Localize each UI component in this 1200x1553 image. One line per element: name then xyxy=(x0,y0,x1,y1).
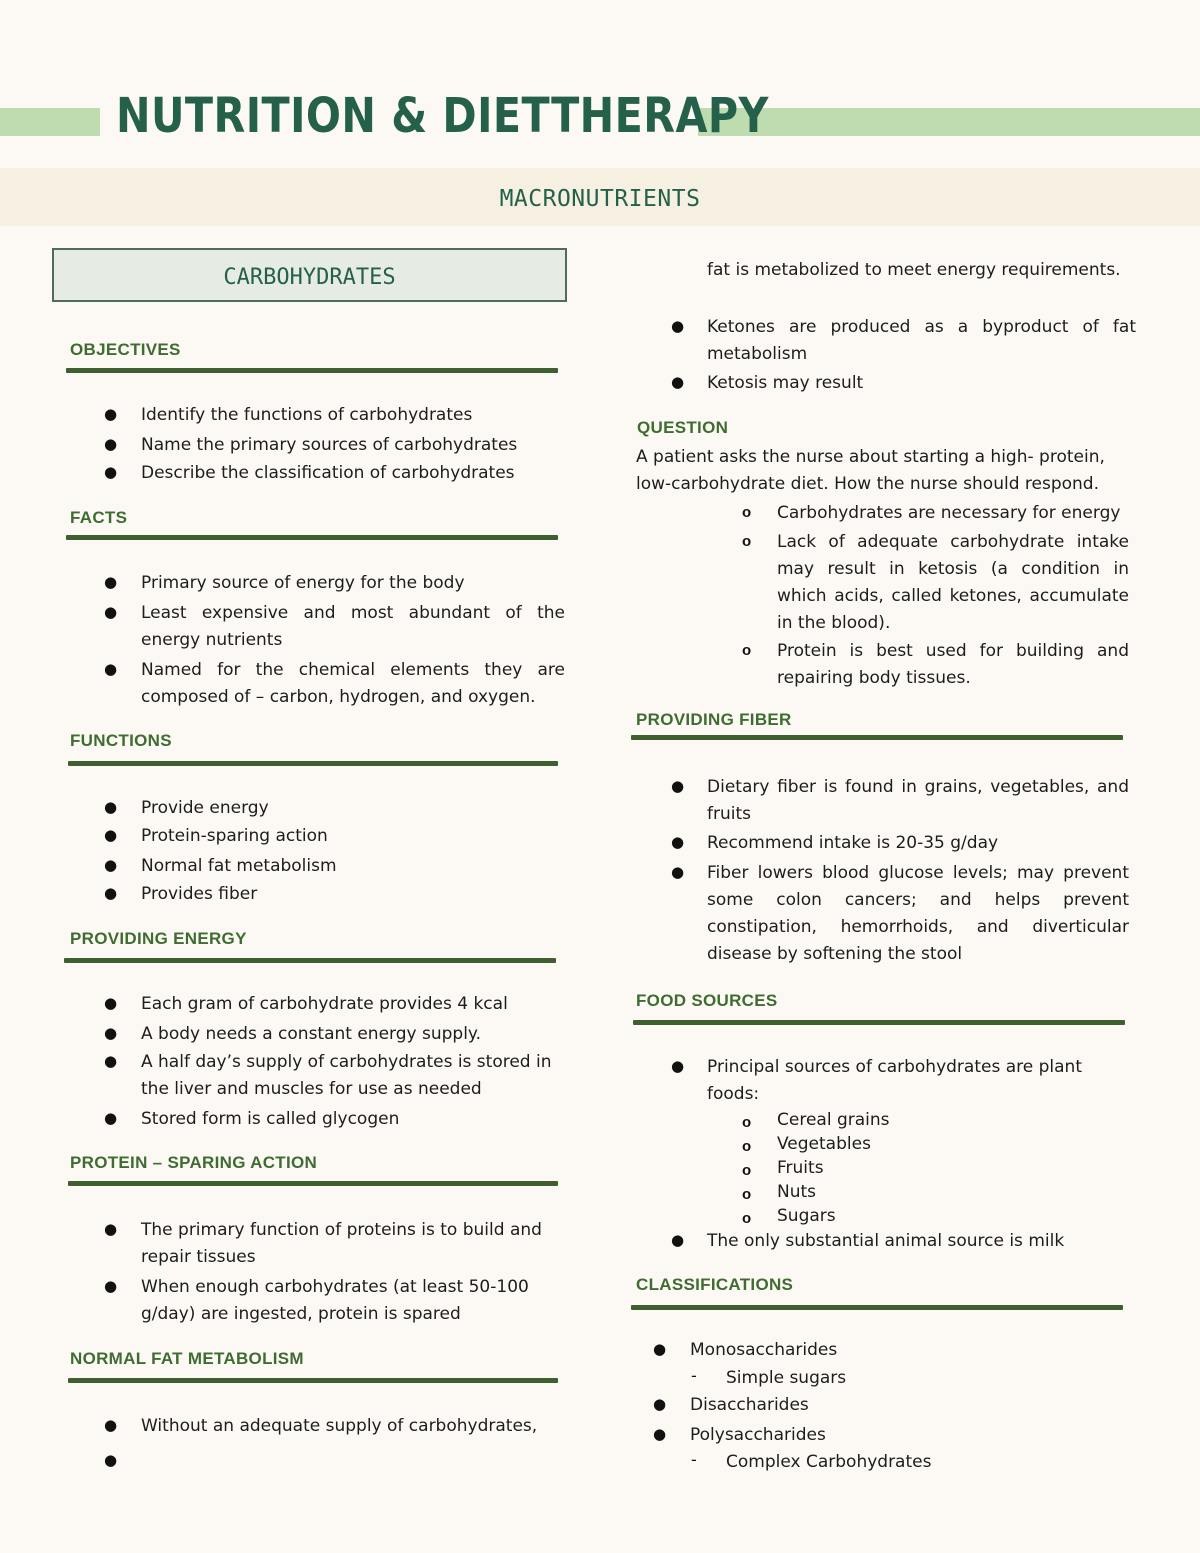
bullet-circle: o xyxy=(742,1162,752,1179)
bullet-dot: ● xyxy=(653,1395,667,1413)
list-item: Without an adequate supply of carbohydrates, xyxy=(141,1416,538,1436)
protein-sparing-heading: PROTEIN – SPARING ACTION xyxy=(70,1153,318,1172)
bullet-dot: ● xyxy=(104,1277,118,1295)
list-item: Monosaccharides xyxy=(690,1340,838,1360)
question-heading: QUESTION xyxy=(637,418,729,437)
classifications-heading: CLASSIFICATIONS xyxy=(636,1275,794,1294)
bullet-dot: ● xyxy=(104,1416,118,1434)
list-item: Normal fat metabolism xyxy=(141,856,337,876)
providing-energy-heading: PROVIDING ENERGY xyxy=(70,929,247,948)
bullet-circle: o xyxy=(742,1138,752,1155)
bullet-dot: ● xyxy=(671,863,685,881)
bullet-dot: ● xyxy=(104,405,118,423)
bullet-circle: o xyxy=(742,504,752,521)
section-divider xyxy=(66,368,558,373)
list-item: Complex Carbohydrates xyxy=(726,1452,932,1472)
list-item: Dietary fiber is found in grains, vegetables, and fruits xyxy=(707,777,1129,824)
section-divider xyxy=(633,1020,1125,1025)
objectives-heading: OBJECTIVES xyxy=(70,340,181,359)
list-item: Provides fiber xyxy=(141,884,258,904)
list-item: Vegetables xyxy=(777,1134,871,1154)
list-item: Name the primary sources of carbohydrates xyxy=(141,435,518,455)
bullet-dot: ● xyxy=(671,777,685,795)
bullet-dot: ● xyxy=(104,1109,118,1127)
section-divider xyxy=(68,761,558,766)
section-divider xyxy=(66,535,558,540)
bullet-dot: ● xyxy=(104,1220,118,1238)
section-title-box xyxy=(52,248,567,302)
list-item: The only substantial animal source is milk xyxy=(707,1231,1065,1251)
food-sources-heading: FOOD SOURCES xyxy=(636,991,778,1010)
bullet-dot: ● xyxy=(671,1231,685,1249)
list-item: Polysaccharides xyxy=(690,1425,826,1445)
list-item: Simple sugars xyxy=(726,1368,847,1388)
bullet-dot: ● xyxy=(104,994,118,1012)
list-item: Provide energy xyxy=(141,798,269,818)
title-decor-right xyxy=(698,108,1200,136)
page-subtitle: MACRONUTRIENTS xyxy=(499,186,701,212)
dash-bullet: - xyxy=(691,1366,697,1385)
list-item: Describe the classification of carbohydrates xyxy=(141,463,515,483)
list-item: A half day’s supply of carbohydrates is stored in the liver and muscles for use as needed xyxy=(141,1052,552,1099)
facts-heading: FACTS xyxy=(70,508,128,527)
list-item: Nuts xyxy=(777,1182,817,1202)
list-item: Each gram of carbohydrate provides 4 kcal xyxy=(141,994,508,1014)
list-item: A body needs a constant energy supply. xyxy=(141,1024,481,1044)
list-item: Protein is best used for building and repairing body tissues. xyxy=(777,641,1129,688)
bullet-dot: ● xyxy=(104,1024,118,1042)
bullet-dot: ● xyxy=(104,660,118,678)
continued-text: fat is metabolized to meet energy requirements. xyxy=(707,260,1121,280)
bullet-circle: o xyxy=(742,1114,752,1131)
list-item: Carbohydrates are necessary for energy xyxy=(777,503,1121,523)
list-item: Ketones are produced as a byproduct of fat metabolism xyxy=(707,317,1136,364)
list-item: Disaccharides xyxy=(690,1395,809,1415)
list-item: Identify the functions of carbohydrates xyxy=(141,405,473,425)
list-item: Protein-sparing action xyxy=(141,826,328,846)
section-divider xyxy=(68,1378,558,1383)
bullet-dot: ● xyxy=(671,373,685,391)
bullet-dot: ● xyxy=(104,856,118,874)
list-item: The primary function of proteins is to build and repair tissues xyxy=(141,1220,542,1267)
bullet-dot: ● xyxy=(104,798,118,816)
functions-heading: FUNCTIONS xyxy=(70,731,172,750)
dash-bullet: - xyxy=(691,1450,697,1469)
bullet-dot: ● xyxy=(104,603,118,621)
bullet-dot: ● xyxy=(104,884,118,902)
list-item: Recommend intake is 20-35 g/day xyxy=(707,833,999,853)
list-item: Fruits xyxy=(777,1158,824,1178)
list-item: Ketosis may result xyxy=(707,373,864,393)
bullet-dot: ● xyxy=(104,1052,118,1070)
bullet-circle: o xyxy=(742,1186,752,1203)
bullet-circle: o xyxy=(742,642,752,659)
normal-fat-heading: NORMAL FAT METABOLISM xyxy=(70,1349,304,1368)
section-divider xyxy=(68,1181,558,1186)
bullet-circle: o xyxy=(742,533,752,550)
list-item: Stored form is called glycogen xyxy=(141,1109,400,1129)
section-divider xyxy=(64,958,556,963)
title-decor-left xyxy=(0,108,100,136)
bullet-circle: o xyxy=(742,1210,752,1227)
bullet-dot: ● xyxy=(653,1340,667,1358)
page-title: NUTRITION & DIETTHERAPY xyxy=(116,88,769,144)
list-item: Fiber lowers blood glucose levels; may prevent some colon cancers; and helps prevent constipation, hemorrhoids, and diverticular disease by softening the stool xyxy=(707,863,1129,964)
list-item: Named for the chemical elements they are composed of – carbon, hydrogen, and oxygen. xyxy=(141,660,565,707)
list-item: Cereal grains xyxy=(777,1110,890,1130)
bullet-dot: ● xyxy=(671,833,685,851)
section-divider xyxy=(631,735,1123,740)
bullet-dot: ● xyxy=(671,317,685,335)
question-text: A patient asks the nurse about starting a high- protein, low-carbohydrate diet. How the nurse should respond. xyxy=(636,447,1105,494)
section-title: CARBOHYDRATES xyxy=(223,265,396,290)
list-item: Least expensive and most abundant of the energy nutrients xyxy=(141,603,565,650)
section-divider xyxy=(631,1305,1123,1310)
list-item: Primary source of energy for the body xyxy=(141,573,465,593)
bullet-dot: ● xyxy=(104,826,118,844)
bullet-dot: ● xyxy=(653,1425,667,1443)
bullet-dot: ● xyxy=(671,1057,685,1075)
providing-fiber-heading: PROVIDING FIBER xyxy=(636,710,792,729)
list-item: Principal sources of carbohydrates are plant foods: xyxy=(707,1057,1082,1104)
list-item: When enough carbohydrates (at least 50-100 g/day) are ingested, protein is spared xyxy=(141,1277,529,1324)
list-item: Lack of adequate carbohydrate intake may result in ketosis (a condition in which acids, called ketones, accumulate in the blood). xyxy=(777,532,1129,633)
bullet-dot: ● xyxy=(104,435,118,453)
bullet-dot: ● xyxy=(104,1451,118,1469)
bullet-dot: ● xyxy=(104,573,118,591)
list-item: Sugars xyxy=(777,1206,836,1226)
bullet-dot: ● xyxy=(104,463,118,481)
